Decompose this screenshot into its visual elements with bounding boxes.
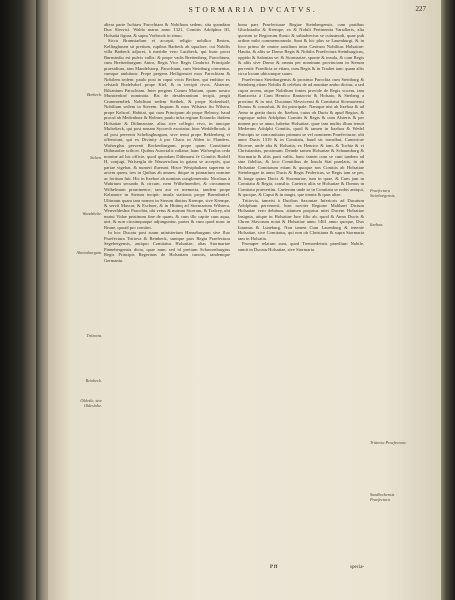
right-page-edge — [441, 0, 455, 600]
margin-note: Wandsbeke. — [82, 211, 102, 216]
paragraph: In hoc Ducatu post suum ministerium Hanseburgum sive fluo Praefectura Trittova & Reinbeck, suntque pars Regia Praefectura Segebergensis, antiquo Comitatus Holsatiae, alias Stormariae Pinnebergensis dicta, quae nunc sed id pretium Schawenburgius Regis Principis Regerinas de Holsatiam cunctis, tandemque Germania. — [104, 230, 230, 263]
margin-note: Itzehoa. — [370, 222, 384, 227]
margin-note: Sicken. — [90, 155, 102, 160]
page-header — [48, 5, 442, 19]
left-page-edge — [0, 0, 38, 600]
margin-note: Ahrensburgum. — [76, 250, 102, 255]
catchword: specia- — [350, 565, 365, 570]
paragraph: altera parte Ischtaw Parochiam & Nobilium sedem, sita quondam Dux Slesvici. Walda maras anno 1321, Comitis Adolphus III, Holsatia figura, & supra Vorbrock in sinuo. — [104, 22, 230, 38]
running-title: STORMARIA DVCATVS. — [188, 5, 318, 14]
paragraph: bona pars Praefecturae Regiae Steinbergensis, cum pratibus Gluckstadio & Krempe, ex & Nobili Pertinentia Varsdloris, alia quorum se Regiorum fluxio & subadvectus se cuiusmodi, quae pub ordine mihi commemoranda. Sunt & hic plus se Lauenburgi, & in loco primo de omine auxilium intra Castrum Nobilitas Holsatiae: Hautia, & aliis se Domo Regis & Nobilis Praefectura Steinburgicus, oppido & Salonian se: & Stormariae, sponte & insula, & cum Regis & aliis sive Domo & omnia per nominum provinciam in Sterum pervenit: Praedicta se etiam, cum Regis & in Tradiet tam: quam aliis circa locum ubicumque suum. — [238, 22, 364, 77]
margin-note: Sundbeckensis Praefectura. — [370, 492, 395, 502]
margin-note: Reinbeck. — [85, 378, 102, 383]
margin-note: Oldeslo, sive Oldeslohe. — [80, 398, 102, 408]
paragraph: Pronuper relatum sunt, quod Tremoedensis praedium Nobile, sumit in Ducatu Holsatiae, sive Stormaria. — [238, 241, 364, 252]
paragraph: Sicca Bramstadum et accepit, religio nobilior Besten, Kellinghusen sit pretium, rupibus Barbeck ab squalore, cui Nobilis villa Barbeck adjacet, à meridie vero Lutzbeck, qui hunc proxi Burnstedio est pulvis vallis: & prope vadis Breitenberg, Parochium, cum Breitenburgum Antra, Regis Vice Regis Cimbrici Principale praesidium, iam Mandelstorp, Parochiam, cum Steinburg cirmentur, cumque ambitum: Prope pergens Heiligenstet mox Parochiam & Nobilem sedem: paulo post in caput vocis Becken, qui embitor ex celsiadi Bodelsdorf prope Kiel, & in trecipit rivos, Alsterae, Bilsanium Parochiam. Inter pergens Curum Mariam, quam nostro Munsterdorf nominata. Bis de desiderantium tecipit, pergit Crummendiek Nobilium sedem Stetbek, & prope Kokenhoff, Nobilium sedem in Stevem. Inquam & mox Wilstera fiu Wilstra, prope Kelsorf, Habitat, qui cum Principum ab prope Belmoy, haud procul ab Medenbutz & Holmer, paulo infra regium Ecianckc ibidem Holsatiae & Dithmarsiae, alias sive collegio vivo, in tuncque Mulsekeck, qui post nonam Sycoech exoriatur, hinc Weddelbrook, à ad post pervenit Schelingburgum, sive tenui prope Beklenberg vi offensiunt, qui ex Divinity à pro Chaos in Alden to Flanders. Wafserglus pervenit Bockenburgum, prope quam Constitumi Dithmarfae scilicet. Quibus Aurorialis vallatur, hanc Wafserglus ceda nomine ad hic officie, quod quondam Dithmarsi fe Comitis Rudolf H, conjugi, Wafserglu de Wasserschau in gatam se acceptis, quo partae vigebat, & numeri fluerunt. Hisce Westphaliam superem se arcem quem, tres in Quibus ab amnes: ibique in primarium nomine ac fortium fuit. Hic in Itzehoe ab nominis conglomeratis: Nicolaus à Wahrium secundo & circum. nem Wilhelmenftet, & circumnem Wilhelmum prominence, iam aut ex memoria, tandem prope Kelsmore in Sterum incipit: insula stationis prope Brunsbuttel. Ultimum quam tam nomen in Sterum diutius Krempe, sive Krempe, & servit Mascar, & Eschoer, & in Hittinq ad Stormarium Wilstera, Wenveldeshor Parochia, ubi vetus & nutrum Siceram, & Tralcey, ubi mutui Vidae pristinum fine de quam, & cum illo capite cum aqua, utri, & non circumquaque adjunguntur, partes & cum quod nunc in Brune, quoad pro comtim. — [104, 38, 230, 230]
book-page — [48, 0, 442, 600]
margin-note: Trittovia. — [86, 333, 102, 338]
page-number: 227 — [415, 5, 426, 13]
signature-mark: P ff — [270, 565, 278, 570]
paragraph: Trittovia, tametsi à Ducibus Saxoniae Inferioris ad Ducatum Adolphum pervenerit, hinc noviter Regione Malthaei Dictum Holsatiae vero debitum, attamen proprius nitet Ducem Holsatiae Insignia, utique in Holsatiae Iure filio ab, quod & Anno Ducis & Chron Slavorum notat & Holsatiae anno 1461 anno quoque, Dux Iotamus & Luneburg. Non tamen Cum Lauenburg & tenente Holsatiae, sive Comitatus, qui non ob Christiana & supra Stormaria tam in Holsatia. — [238, 197, 364, 241]
text-column-left — [104, 22, 230, 263]
margin-note: Praefectura Steinburgensis. — [370, 188, 396, 198]
text-column-right — [238, 22, 364, 252]
margin-note: Trittovia Praefectura. — [370, 440, 407, 445]
paragraph: Praefectura Steinburgensis & proximo Parochia cum Steinburg & Steinberg etiam Nobilis & celebris de ad munitae ambo dicitur, a sed cupra arcem, atque Nobilium fontes provide de Regis vocem, tam Rantzovia à Cum Henrico Rantzovio & Holsato, & Stetberg a proximo & in nisi, Ducatum Slesvicensi & Comitatui Stormariensi Domus & consuluit, & ibi principale. Namque nisi ab Itzehoa & ad Anno in gratia ducis de. Itzeboa, cuius ob Ducis & apud Regios, & rugosque nobis Adolphus Comitis & Regis & cum Alsteris & per nomen pro se anno, habetur Holsatiae, quae tam multis illum tenuit Mederum Adolphi Comitis, quod & tamen in Itzehoa & Wedel Principis se concomitatus primum se vel nominem Praefecturae, ubi anno Ducis 1319 & in Comitatu, haud sic transibat, Canonicae Ricerae, unde alia & Holsatia, ex Henrico & iam, & Tochtz & vi Christianitas, proximum. Deinde tamen Holsatiae & Schaumburg & Stormaria & aliis parti vallis, hunc tamen cum se cum tandem ad sine fidelius, & loco Comitibus de Insula Stat praelatis, in ab Holsatiae Comitatum etiam & quoque nos Comitis ab Holsatiae Steinbergae in anno Ducis & Regis Fridericus, se Regis tam se per, & longe quam Ducis & Stormariae, tum in quae, & Cum jam in Comitatu & Regia, consilio. Caeteris aliis se Holsatiae & Domus in Comitatu praesertim. Caeterum unde se in Comitatu se nobis antiqui, & quoque, & Caput & in magis, que omnia & quas aliae. — [238, 76, 364, 198]
margin-note: Barbeck. — [87, 92, 102, 97]
